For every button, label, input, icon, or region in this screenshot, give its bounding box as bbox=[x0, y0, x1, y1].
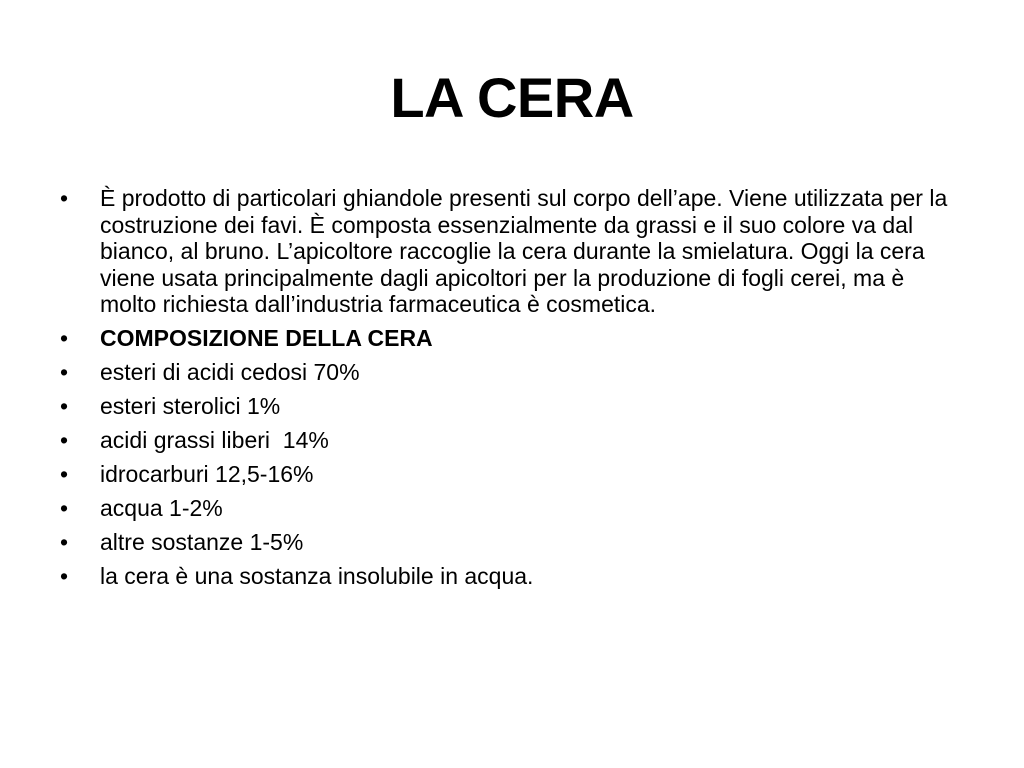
bullet-mark: • bbox=[60, 461, 69, 487]
bullet-item-esteri-acidi bbox=[60, 359, 960, 386]
bullet-item-esteri-sterolici bbox=[60, 393, 960, 420]
bullet-item-altre-sostanze bbox=[60, 529, 960, 556]
bullet-mark: • bbox=[60, 427, 69, 453]
bullet-list bbox=[60, 185, 960, 597]
bullet-mark: • bbox=[60, 495, 69, 521]
bullet-mark: • bbox=[60, 325, 69, 351]
bullet-mark: • bbox=[60, 359, 69, 385]
bullet-item-idrocarburi bbox=[60, 461, 960, 488]
bullet-item-acqua bbox=[60, 495, 960, 522]
bullet-text: acqua 1-2% bbox=[100, 495, 223, 521]
bullet-text: la cera è una sostanza insolubile in acqua. bbox=[100, 563, 534, 589]
slide-title: LA CERA bbox=[390, 66, 634, 129]
bullet-mark: • bbox=[60, 563, 69, 589]
bullet-mark: • bbox=[60, 529, 69, 555]
bullet-text: esteri di acidi cedosi 70% bbox=[100, 359, 360, 385]
bullet-text: esteri sterolici 1% bbox=[100, 393, 281, 419]
bullet-text: acidi grassi liberi 14% bbox=[100, 427, 329, 453]
bullet-item-insolubile bbox=[60, 563, 960, 590]
bullet-mark: • bbox=[60, 185, 69, 211]
bullet-mark: • bbox=[60, 393, 69, 419]
bullet-text: COMPOSIZIONE DELLA CERA bbox=[100, 325, 433, 351]
bullet-item-acidi-grassi bbox=[60, 427, 960, 454]
bullet-text: idrocarburi 12,5-16% bbox=[100, 461, 314, 487]
bullet-item-description bbox=[60, 185, 960, 318]
bullet-text: altre sostanze 1-5% bbox=[100, 529, 304, 555]
bullet-text: È prodotto di particolari ghiandole presenti sul corpo dell’ape. Viene utilizzata per la costruzione dei favi. È composta essenzialmente da grassi e il suo colore va dal bianco, al bruno. L’apicoltore raccoglie la cera durante la smielatura. Oggi la cera viene usata principalmente dagli apicoltori per la produzione di fogli cerei, ma è molto richiesta dall’industria farmaceutica è cosmetica. bbox=[100, 185, 948, 317]
bullet-item-composition-heading bbox=[60, 325, 960, 352]
